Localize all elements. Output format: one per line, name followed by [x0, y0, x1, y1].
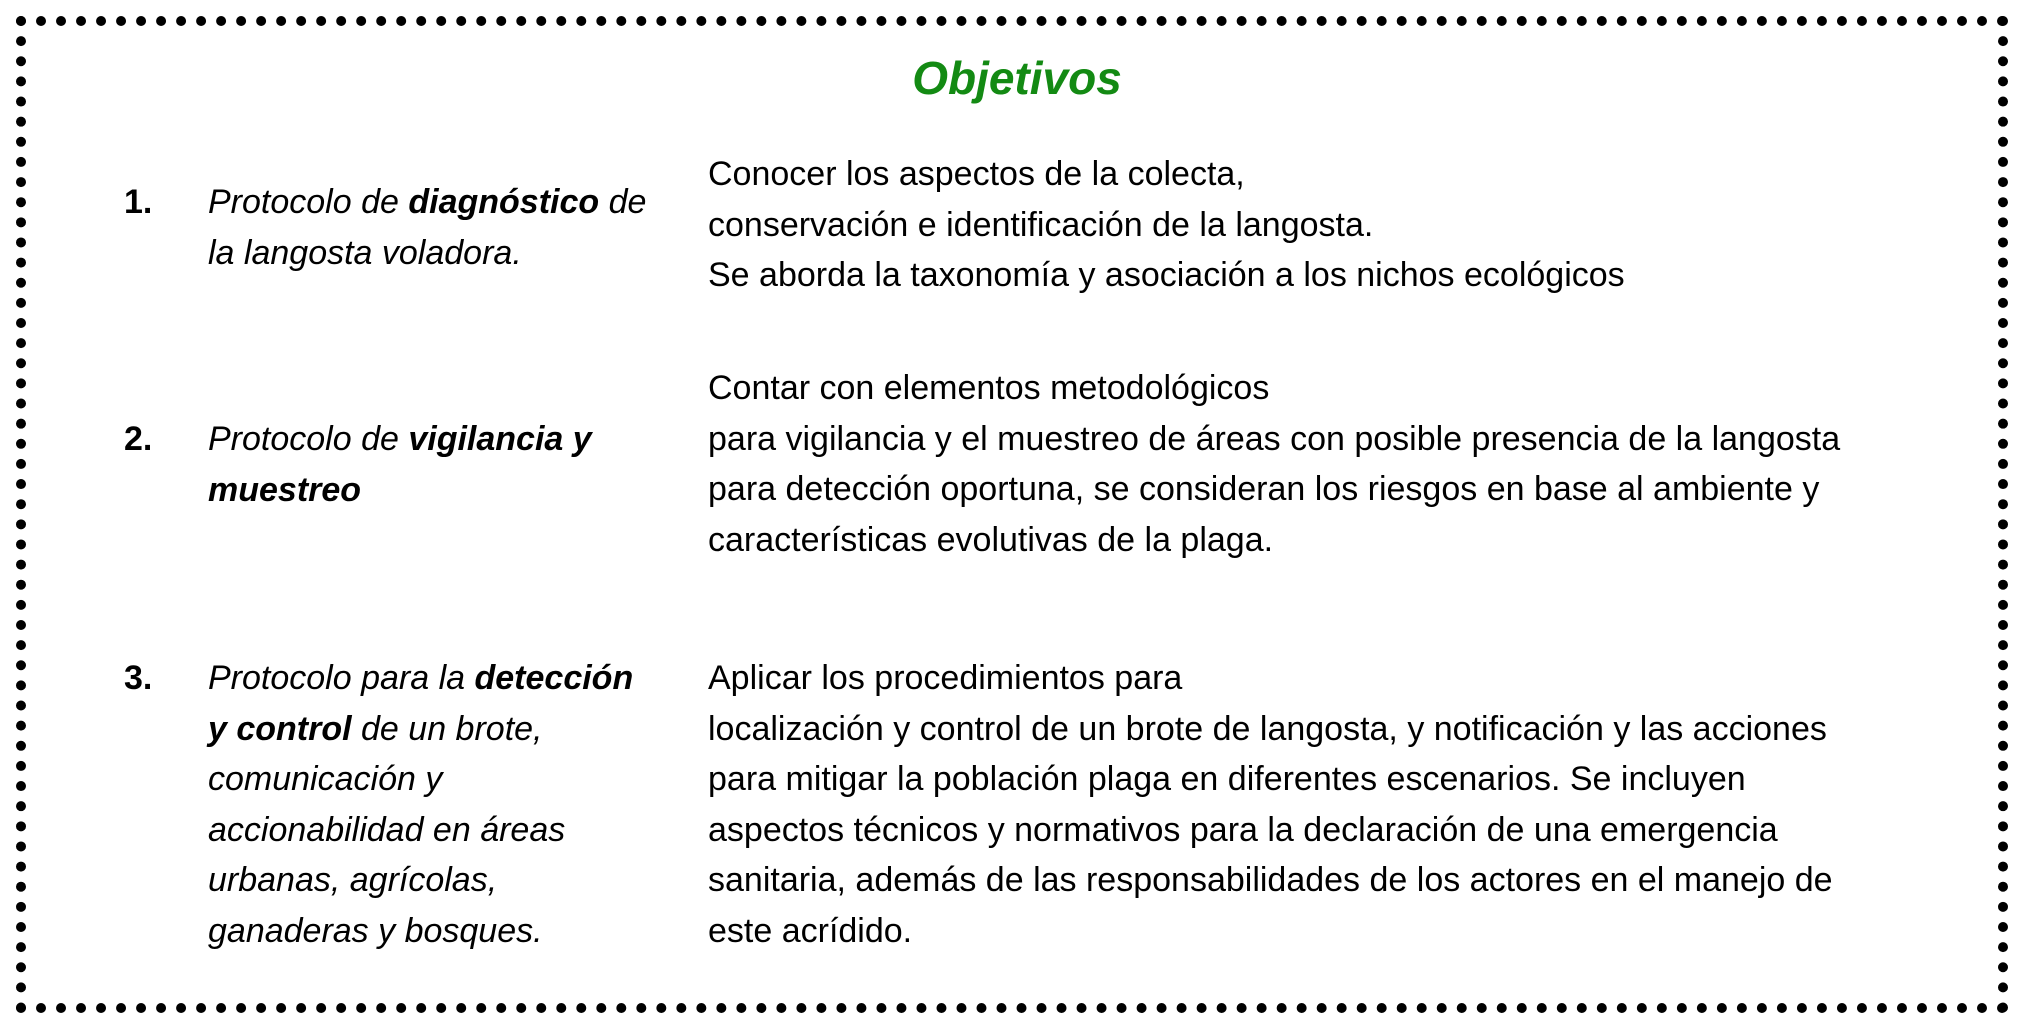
label-text: de un brote, comunicación y accionabilidad en áreas urbanas, agrícolas, ganaderas y bosques. [208, 709, 566, 950]
description-line: Contar con elementos metodológicos [708, 369, 1270, 407]
label-emphasis: detección y control [208, 659, 634, 748]
objective-description [708, 653, 1968, 956]
label-text: Protocolo para la [208, 659, 475, 697]
description-line: sanitaria, además de las responsabilidades de los actores en el manejo de [708, 861, 1833, 899]
description-line: para vigilancia y el muestreo de áreas con posible presencia de la langosta [708, 419, 1841, 458]
objective-label [208, 653, 658, 956]
description-line: para mitigar la población plaga en diferentes escenarios. Se incluyen [708, 760, 1746, 798]
objective-description [708, 149, 1968, 301]
description-line: Aplicar los procedimientos para [708, 659, 1183, 697]
description-line: este acrídido. [708, 911, 913, 950]
objective-label [208, 177, 648, 278]
objective-number: 1. [124, 183, 153, 221]
objective-number: 2. [124, 420, 153, 458]
description-line: Se aborda la taxonomía y asociación a los nichos ecológicos [708, 256, 1625, 294]
label-text: Protocolo de [208, 183, 409, 221]
description-line: para detección oportuna, se consideran los riesgos en base al ambiente y [708, 470, 1820, 508]
objective-label [208, 414, 648, 515]
description-line: Conocer los aspectos de la colecta, [708, 155, 1245, 193]
label-emphasis: vigilancia y muestreo [208, 420, 592, 509]
description-line: características evolutivas de la plaga. [708, 520, 1274, 559]
description-line: conservación e identificación de la langosta. [708, 205, 1374, 244]
page-title: Objetivos [912, 52, 1122, 104]
label-emphasis: diagnóstico [408, 183, 600, 221]
label-text: Protocolo de [208, 420, 409, 458]
description-line: aspectos técnicos y normativos para la declaración de una emergencia [708, 810, 1778, 849]
description-line: localización y control de un brote de langosta, y notificación y las acciones [708, 709, 1827, 748]
label-text: de la langosta voladora. [208, 183, 647, 272]
objective-description [708, 363, 1968, 565]
objective-number: 3. [124, 659, 153, 697]
